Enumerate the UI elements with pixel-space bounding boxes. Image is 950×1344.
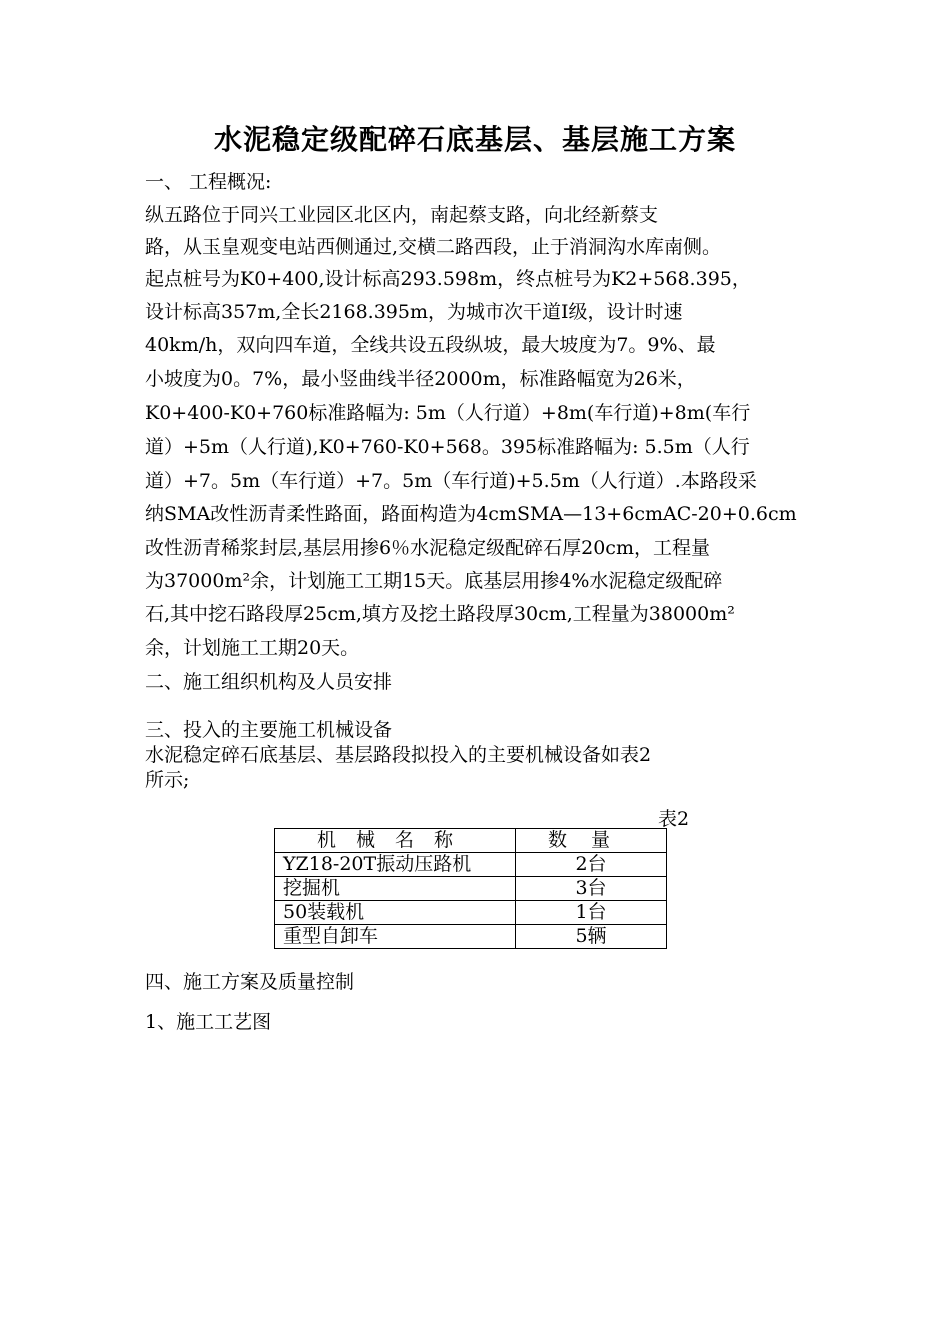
body-line: 路，从玉皇观变电站西侧通过,交横二路西段，止于消洞沟水库南侧。	[145, 236, 722, 258]
quantity-cell: 1台	[516, 901, 667, 925]
table-header-row	[275, 829, 667, 853]
machine-name-cell: 挖掘机	[275, 877, 516, 901]
quantity-cell: 2台	[516, 853, 667, 877]
body-line: 小坡度为0。7%，最小竖曲线半径2000m，标准路幅宽为26米，	[145, 368, 696, 390]
section4-subheading: 1、施工工艺图	[145, 1011, 272, 1033]
body-line: 道）+5m（人行道),K0+760-K0+568。395标准路幅为: 5.5m（人行	[145, 436, 750, 458]
section3-heading: 三、投入的主要施工机械设备	[145, 719, 393, 741]
table-row	[275, 925, 667, 949]
body-line: 改性沥青稀浆封层,基层用掺6％水泥稳定级配碎石厚20cm，工程量	[145, 537, 710, 559]
column-header-name: 机械名称	[275, 829, 516, 853]
table-caption: 表2	[658, 808, 690, 830]
section2-heading: 二、施工组织机构及人员安排	[145, 671, 393, 693]
machine-name-cell: YZ18-20T振动压路机	[275, 853, 516, 877]
body-line: 纳SMA改性沥青柔性路面，路面构造为4cmSMA—13+6cmAC-20+0.6cm	[145, 503, 797, 525]
equipment-table	[274, 828, 667, 949]
column-header-quantity: 数量	[516, 829, 667, 853]
body-line: 设计标高357m,全长2168.395m，为城市次干道Ⅰ级，设计时速	[145, 301, 683, 323]
section4-heading: 四、施工方案及质量控制	[145, 971, 355, 993]
machine-name-cell: 重型自卸车	[275, 925, 516, 949]
body-line: 石,其中挖石路段厚25cm,填方及挖土路段厚30cm,工程量为38000m²	[145, 603, 735, 625]
section1-heading: 一、 工程概况:	[145, 171, 272, 193]
body-line: K0+400-K0+760标准路幅为: 5m（人行道）+8m(车行道)+8m(车行	[145, 402, 751, 424]
body-line: 起点桩号为K0+400,设计标高293.598m，终点桩号为K2+568.395，	[145, 268, 751, 290]
quantity-cell: 3台	[516, 877, 667, 901]
table-row	[275, 901, 667, 925]
table-row	[275, 877, 667, 901]
document-title: 水泥稳定级配碎石底基层、基层施工方案	[213, 123, 736, 156]
table-row	[275, 853, 667, 877]
quantity-cell: 5辆	[516, 925, 667, 949]
machine-name-cell: 50装载机	[275, 901, 516, 925]
body-line: 40km/h，双向四车道，全线共设五段纵坡，最大坡度为7。9%、最	[145, 334, 716, 356]
body-line: 纵五路位于同兴工业园区北区内，南起蔡支路，向北经新蔡支	[145, 204, 659, 226]
body-line: 为37000m²余，计划施工工期15天。底基层用掺4%水泥稳定级配碎	[145, 570, 723, 592]
body-line: 余，计划施工工期20天。	[145, 637, 360, 659]
body-line: 道）+7。5m（车行道）+7。5m（车行道)+5.5m（人行道）.本路段采	[145, 470, 757, 492]
body-line: 所示;	[145, 769, 190, 791]
body-line: 水泥稳定碎石底基层、基层路段拟投入的主要机械设备如表2	[145, 744, 652, 766]
